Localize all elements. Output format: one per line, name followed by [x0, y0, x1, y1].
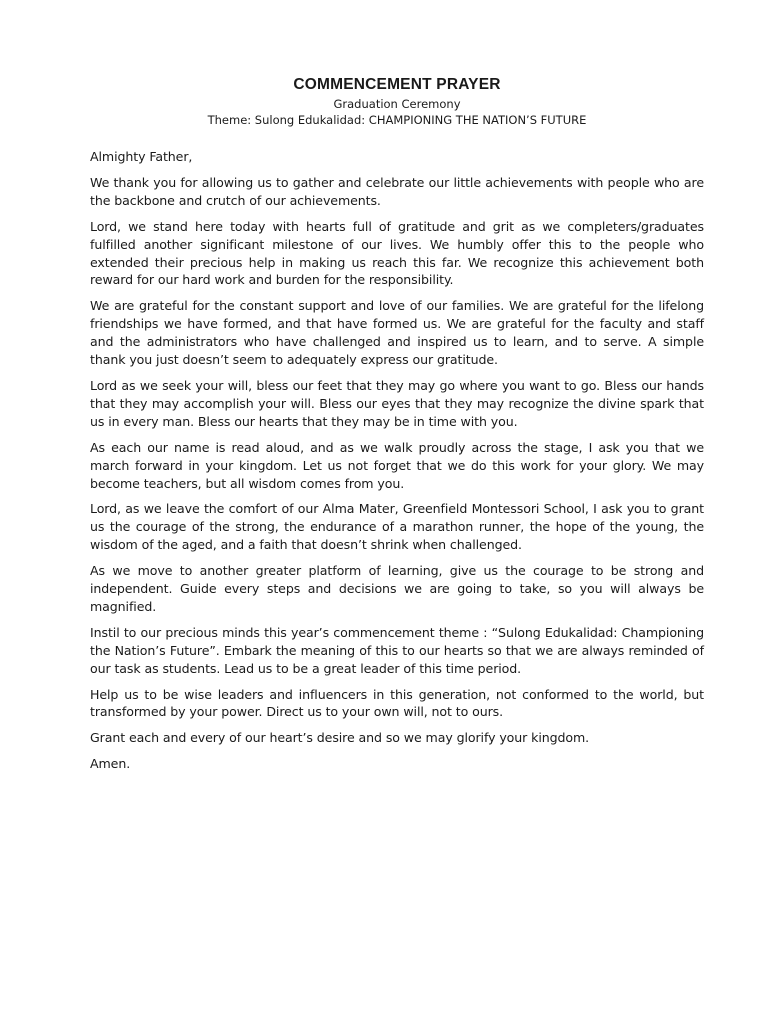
document-subtitle: Graduation Ceremony [333, 97, 461, 111]
document-title: COMMENCEMENT PRAYER [293, 76, 501, 93]
closing: Amen. [90, 756, 131, 772]
paragraph: Lord as we seek your will, bless our feet that they may go where you want to go. Bless our hands that they may accomplish your will. Bless our eyes that they may recognize the divine spark that us in every man. Bless our hearts that they may be in time with you. [90, 377, 704, 429]
paragraph: As we move to another greater platform of learning, give us the courage to be strong and independent. Guide every steps and decisions we are going to take, so you will always be magnified. [90, 563, 704, 614]
document-header [90, 76, 704, 128]
paragraph: As each our name is read aloud, and as we walk proudly across the stage, I ask you that we march forward in your kingdom. Let us not forget that we do this work for your glory. We may become teachers, but all wisdom comes from you. [90, 439, 704, 491]
paragraph: Lord, as we leave the comfort of our Alma Mater, Greenfield Montessori School, I ask you to grant us the courage of the strong, the endurance of a marathon runner, the hope of the young, the wisdom of the aged, and a faith that doesn’t shrink when challenged. [90, 501, 704, 553]
paragraph: Lord, we stand here today with hearts full of gratitude and grit as we completers/graduates fulfilled another significant milestone of our lives. We humbly offer this to the people who extended their precious help in making us reach this far. We recognize this achievement both reward for our hard work and burden for the responsibility. [90, 218, 704, 288]
document-body [90, 148, 704, 773]
paragraph: We are grateful for the constant support and love of our families. We are grateful for the lifelong friendships we have formed, and that have formed us. We are grateful for the faculty and staff and the administrators who have challenged and inspired us to learn, and to serve. A simple thank you just doesn’t seem to adequately express our gratitude. [90, 298, 704, 368]
paragraph: Instil to our precious minds this year’s commencement theme : “Sulong Edukalidad: Championing the Nation’s Future”. Embark the meaning of this to our hearts so that we are always reminded of our task as students. Lead us to be a great leader of this time period. [90, 624, 704, 676]
paragraph: Grant each and every of our heart’s desire and so we may glorify your kingdom. [90, 730, 590, 746]
salutation: Almighty Father, [90, 149, 193, 164]
paragraph: We thank you for allowing us to gather and celebrate our little achievements with people who are the backbone and crutch of our achievements. [90, 174, 704, 208]
document-theme: Theme: Sulong Edukalidad: CHAMPIONING THE NATION’S FUTURE [207, 113, 587, 127]
paragraph: Help us to be wise leaders and influencers in this generation, not conformed to the world, but transformed by your power. Direct us to your own will, not to ours. [90, 686, 704, 720]
